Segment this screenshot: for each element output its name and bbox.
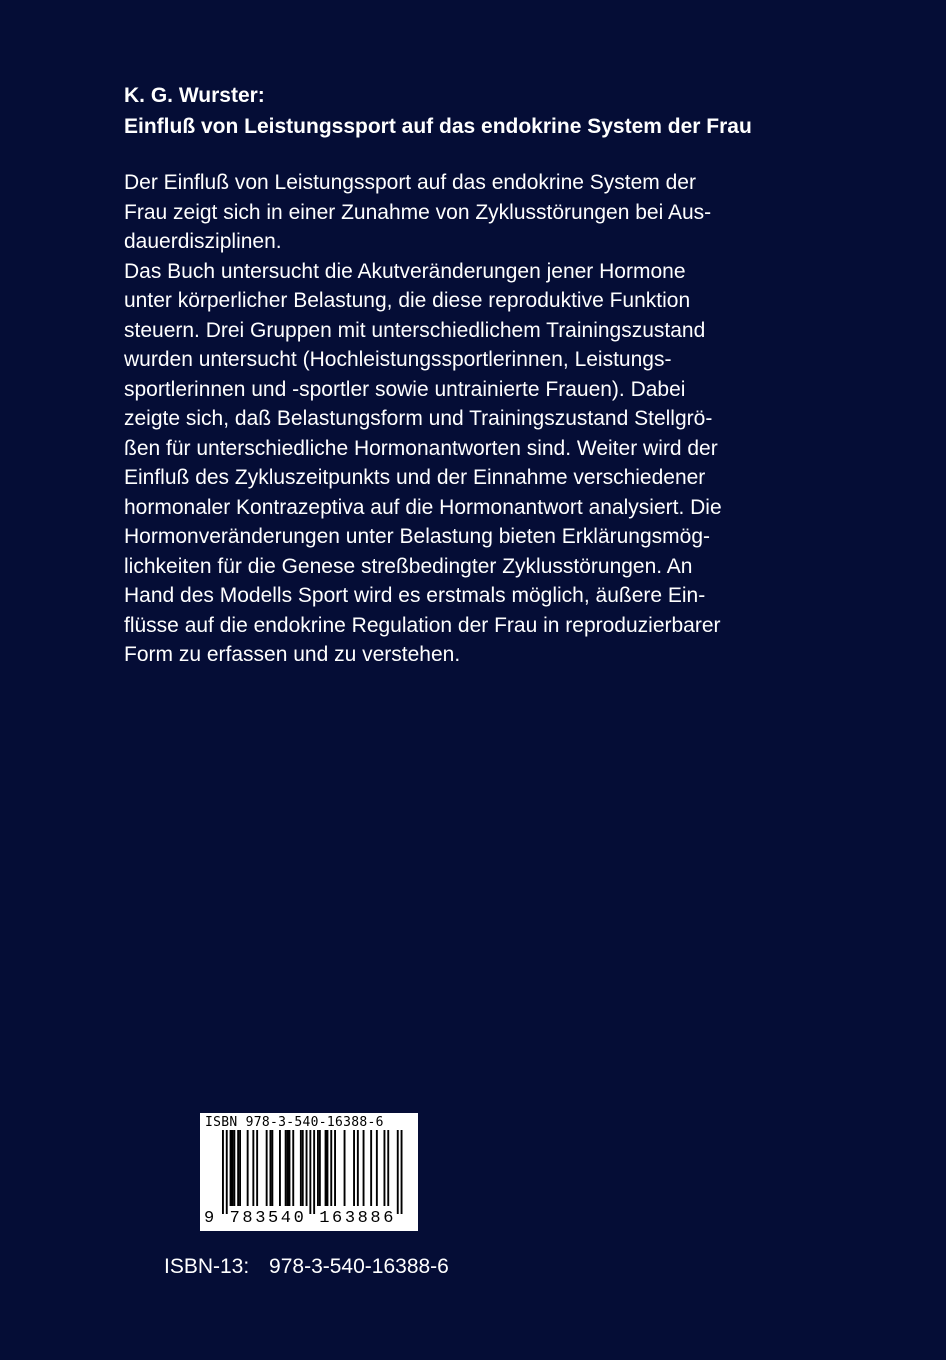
blurb-line: Form zu erfassen und zu verstehen. xyxy=(124,643,461,666)
barcode-bar xyxy=(309,1130,311,1214)
barcode-bar xyxy=(256,1130,258,1206)
blurb-line: Das Buch untersucht die Akutveränderungen jener Hormone xyxy=(124,259,686,283)
barcode-bar xyxy=(401,1130,403,1214)
author-name: K. G. Wurster: xyxy=(124,84,265,107)
barcode-bar xyxy=(222,1130,224,1214)
barcode-bar xyxy=(279,1130,281,1206)
barcode-bars xyxy=(200,1130,418,1214)
barcode xyxy=(200,1113,418,1231)
isbn13-label: ISBN-13: xyxy=(164,1255,250,1278)
blurb-line: Einfluß des Zykluszeitpunkts und der Einnahme verschiedener xyxy=(124,466,706,489)
barcode-bar xyxy=(292,1130,294,1206)
blurb-line: Hand des Modells Sport wird es erstmals möglich, äußere Ein- xyxy=(124,584,706,607)
barcode-bar xyxy=(289,1130,291,1206)
barcode-isbn-text: ISBN 978-3-540-16388-6 xyxy=(205,1115,384,1130)
blurb-line: flüsse auf die endokrine Regulation der Frau in reproduzierbarer xyxy=(124,613,721,637)
blurb-line: ßen für unterschiedliche Hormonantworten sind. Weiter wird der xyxy=(124,436,718,460)
blurb-line: Hormonveränderungen unter Belastung bieten Erklärungsmög- xyxy=(124,525,711,548)
barcode-bar xyxy=(384,1130,386,1206)
barcode-bar xyxy=(376,1130,378,1206)
blurb-line: lichkeiten für die Genese streßbedingter Zyklusstörungen. An xyxy=(124,554,693,578)
barcode-bar xyxy=(397,1130,399,1214)
barcode-bar xyxy=(325,1130,327,1206)
barcode-bar xyxy=(271,1130,273,1206)
blurb-line: Frau zeigt sich in einer Zunahme von Zyklusstörungen bei Aus- xyxy=(124,200,712,224)
blurb-line: dauerdisziplinen. xyxy=(124,230,282,253)
barcode-bar xyxy=(300,1130,302,1206)
barcode-bar xyxy=(327,1130,329,1206)
blurb-text xyxy=(124,168,824,670)
barcode-bar xyxy=(232,1130,234,1206)
isbn13-line xyxy=(164,1255,449,1279)
barcode-bar xyxy=(266,1130,268,1206)
barcode-bar xyxy=(344,1130,346,1206)
blurb-line: wurden untersucht (Hochleistungssportlerinnen, Leistungs- xyxy=(124,348,672,371)
barcode-bar xyxy=(313,1130,315,1214)
barcode-bar xyxy=(363,1130,365,1206)
barcode-bar xyxy=(387,1130,389,1206)
barcode-bar xyxy=(285,1130,287,1206)
barcode-bar xyxy=(302,1130,304,1206)
barcode-bar xyxy=(306,1130,308,1206)
barcode-bar xyxy=(239,1130,241,1206)
barcode-bar xyxy=(226,1130,228,1214)
barcode-bar xyxy=(247,1130,249,1206)
barcode-ean-digits: 9 783540 163886 xyxy=(204,1209,397,1228)
header xyxy=(124,80,752,142)
blurb-line: zeigte sich, daß Belastungsform und Trainingszustand Stellgrö- xyxy=(124,407,713,430)
barcode-bar xyxy=(319,1130,321,1206)
isbn13-number: 978-3-540-16388-6 xyxy=(269,1255,449,1278)
barcode-bar xyxy=(370,1130,372,1206)
barcode-bar xyxy=(353,1130,355,1206)
barcode-bar xyxy=(237,1130,239,1206)
barcode-bar xyxy=(233,1130,235,1206)
blurb-line: steuern. Drei Gruppen mit unterschiedlichem Trainingszustand xyxy=(124,318,706,342)
barcode-bar xyxy=(252,1130,254,1206)
barcode-bar xyxy=(287,1130,289,1206)
blurb-line: hormonaler Kontrazeptiva auf die Hormonantwort analysiert. Die xyxy=(124,495,722,519)
barcode-bar xyxy=(230,1130,232,1206)
barcode-bar xyxy=(330,1130,332,1206)
blurb-line: Der Einfluß von Leistungssport auf das endokrine System der xyxy=(124,171,696,194)
barcode-bar xyxy=(357,1130,359,1206)
blurb-line: unter körperlicher Belastung, die diese reproduktive Funktion xyxy=(124,289,691,312)
book-title: Einfluß von Leistungssport auf das endokrine System der Frau xyxy=(124,115,752,138)
barcode-bar xyxy=(334,1130,336,1206)
blurb-line: sportlerinnen und -sportler sowie untrainierte Frauen). Dabei xyxy=(124,377,686,401)
barcode-bar xyxy=(270,1130,272,1206)
barcode-bar xyxy=(317,1130,319,1206)
